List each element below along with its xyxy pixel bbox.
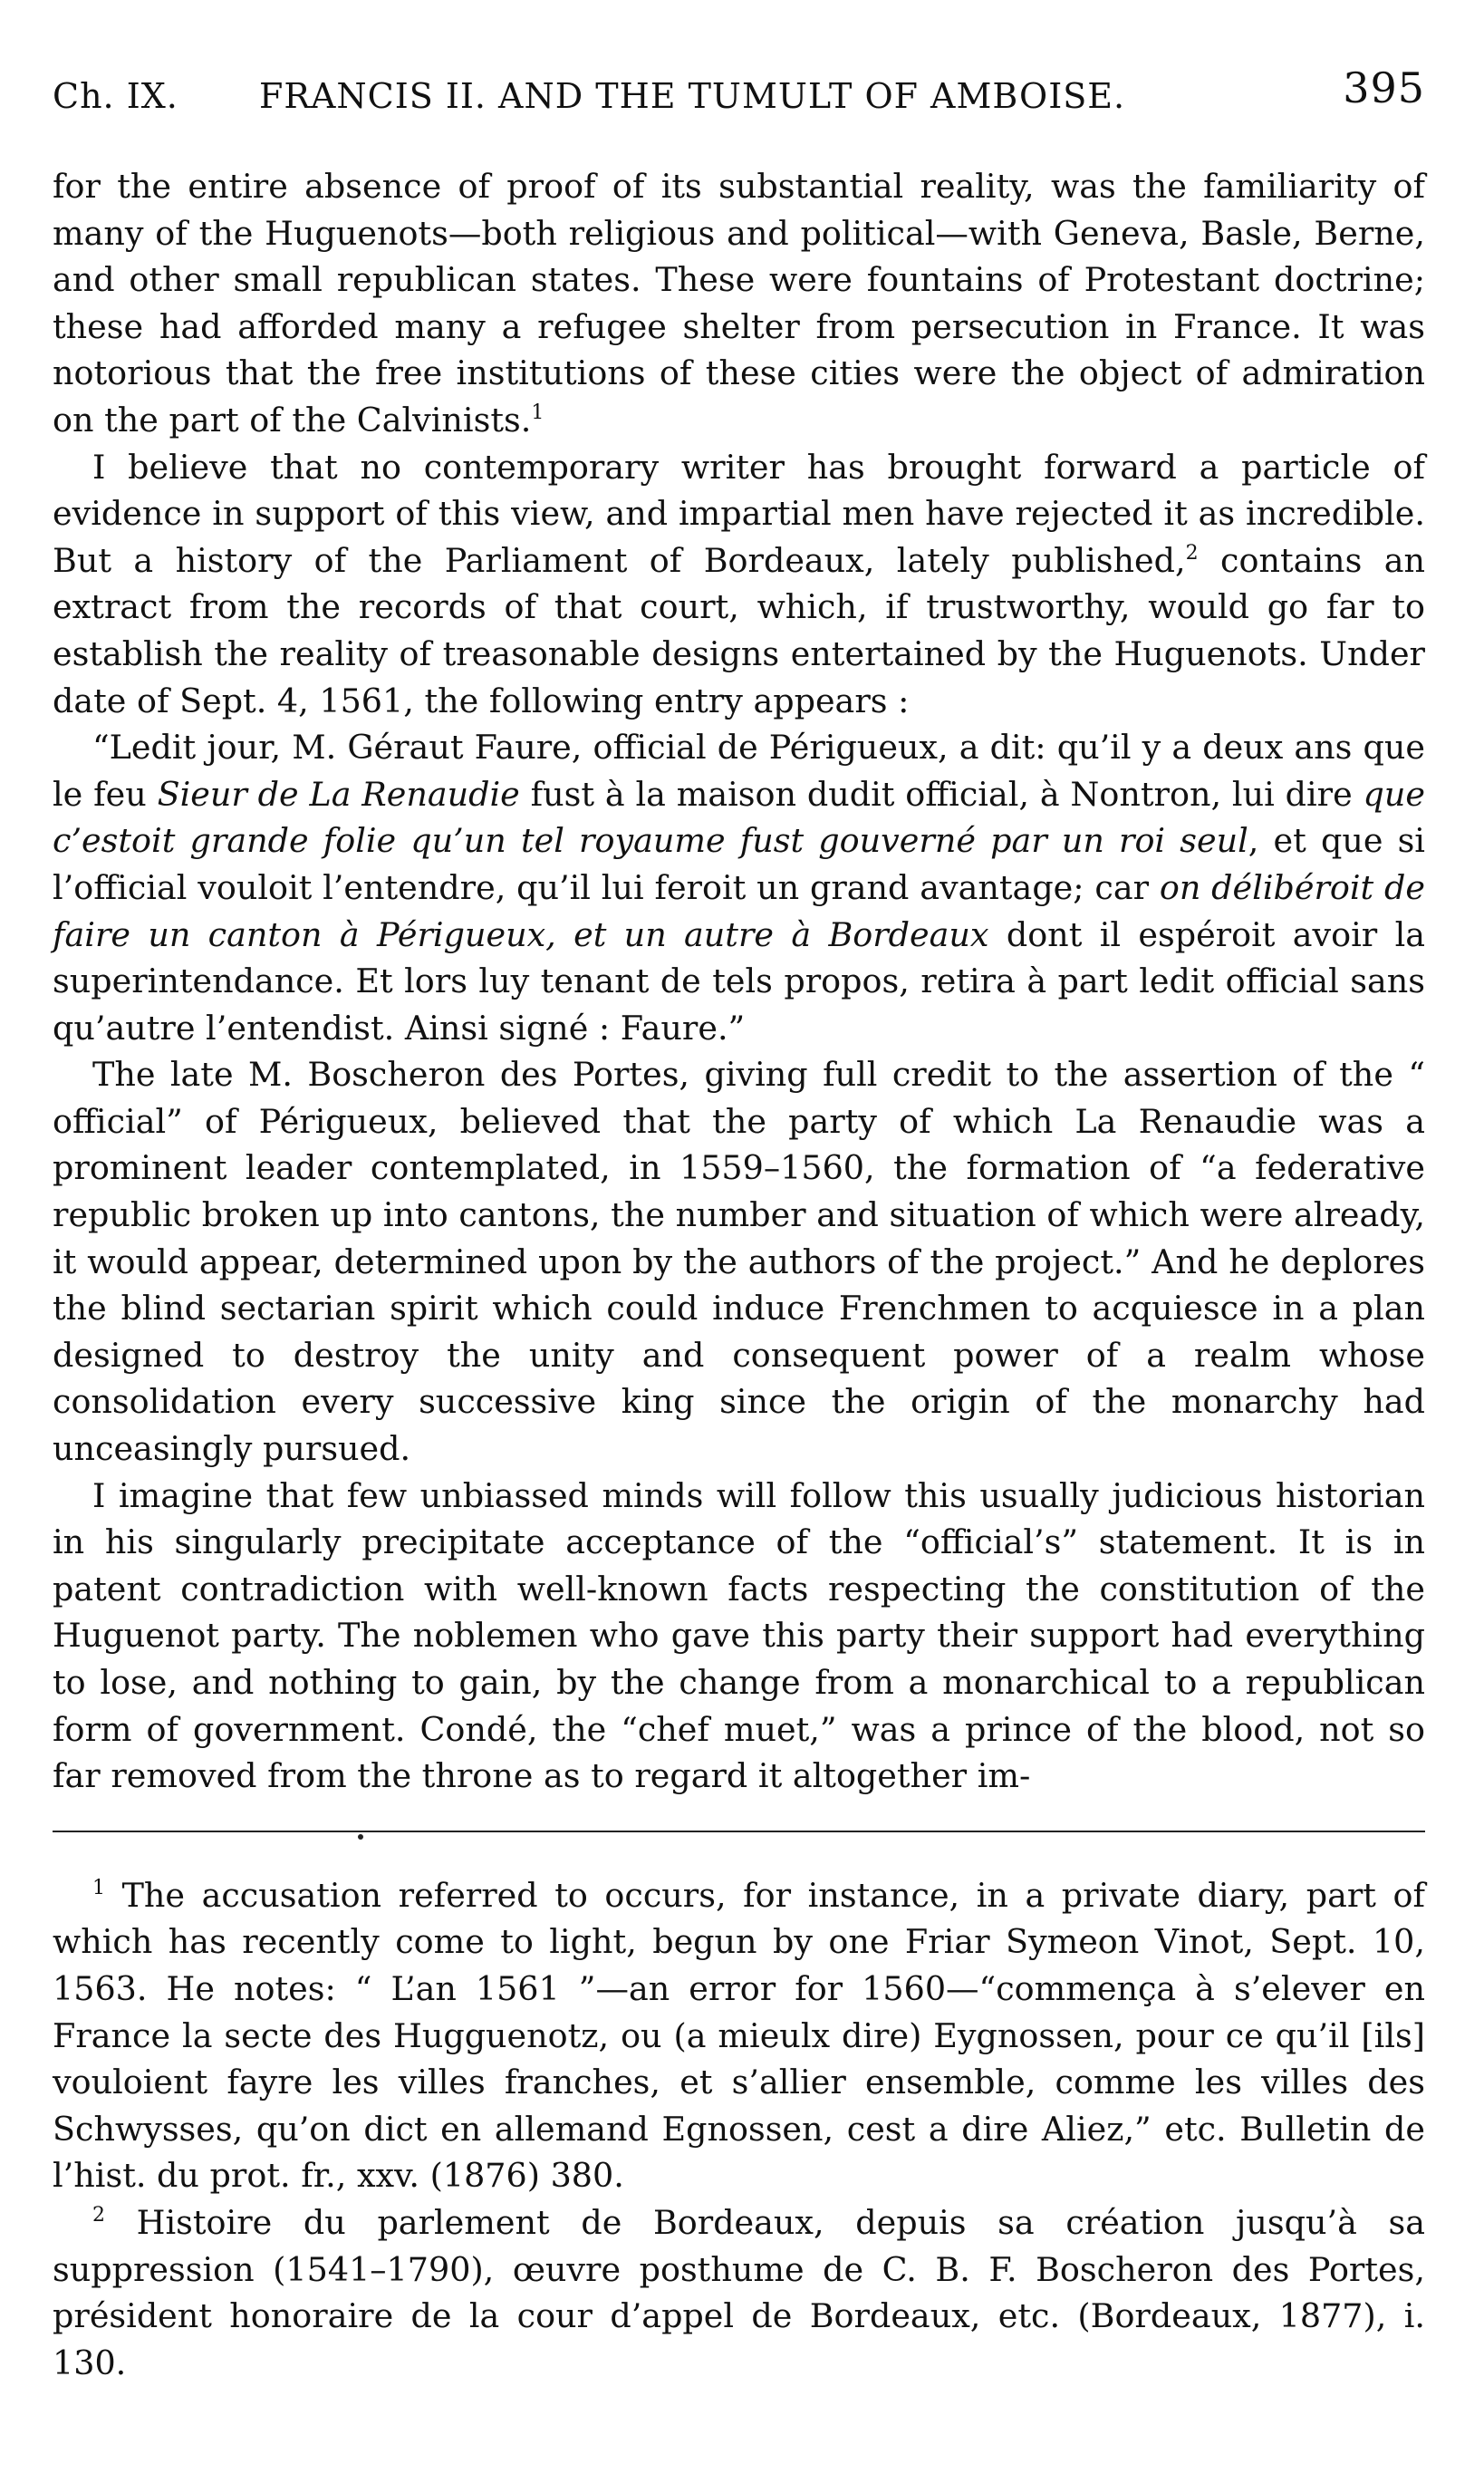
italic-text: Sieur de La Renaudie [157, 774, 520, 814]
footnote-marker: 2 [92, 2203, 105, 2227]
text-run: “Ledit jour, M. Géraut Faure, official de Périgueux, a dit: qu’il y a deux ans que le feu [53, 728, 1425, 814]
paragraph [53, 1051, 1425, 1472]
text-run: for the entire absence of proof of its substantial reality, was the familiarity of many of the Huguenots—both religious and political—with Geneva, Basle, Berne, and other small republican states. These were fountains of Protestant doctrine; these had afforded many a refugee shelter from persecution in France. It was notorious that the free institutions of these cities were the object of admiration on the part of the Calvinists. [53, 167, 1425, 440]
text-run: I imagine that few unbiassed minds will follow this usually judicious historian in his singularly precipitate acceptance of the “official’s” statement. It is in patent contradiction with well-known facts respecting the constitution of the Huguenot party. The noblemen who gave this party their support had everything to lose, and nothing to gain, by the change from a monarchical to a republican form of government. Condé, the “chef muet,” was a prince of the blood, not so far removed from the throne as to regard it altogether im- [53, 1475, 1425, 1796]
rule-mark [358, 1834, 363, 1840]
footnote [53, 1872, 1425, 2199]
running-head [53, 63, 1425, 127]
paragraph [53, 1473, 1425, 1800]
footnote-rule [53, 1831, 1425, 1832]
italic-text: que c’estoit grande folie qu’un tel royaume fust gouverné par un roi seul [53, 774, 1425, 861]
text-run: dont il espéroit avoir la superintendance. Et lors luy tenant de tels propos, retira à part ledit official sans qu’autre l’entendist. Ainsi signé : Faure.” [53, 914, 1426, 1048]
book-page [53, 63, 1425, 2386]
text-run: contains an extract from the records of that court, which, if trustworthy, would go far to establish the reality of treasonable designs entertained by the Huguenots. Under date of Sept. 4, 1561, the following entry appears : [53, 540, 1425, 720]
text-run: I believe that no contemporary writer has brought forward a particle of evidence in support of this view, and impartial men have rejected it as incredible. But a history of the Parliament of Bordeaux, lately published, [53, 447, 1425, 580]
text-run: Histoire du parlement de Bordeaux, depuis sa création jusqu’à sa suppression (1541–1790), œuvre posthume de C. B. F. Boscheron des Portes, président honoraire de la cour d’appel de Bordeaux, etc. (Bordeaux, 1877), i. 130. [53, 2202, 1425, 2382]
text-run: The accusation referred to occurs, for instance, in a private diary, part of which has recently come to light, begun by one Friar Symeon Vinot, Sept. 10, 1563. He notes: “ L’an 1561 ”—an error for 1560—“commença à s’elever en France la secte des Hugguenotz, ou (a mieulx dire) Eygnossen, pour ce qu’il [ils] vouloient fayre les villes franches, et s’allier ensemble, comme les villes des Schwysses, qu’on dict en allemand Egnossen, cest a dire Aliez,” etc. Bulletin de l’hist. du prot. fr., xxv. (1876) 380. [53, 1875, 1425, 2196]
page-number: 395 [1343, 63, 1425, 112]
paragraph [53, 724, 1425, 1051]
paragraph [53, 163, 1425, 444]
text-run: The late M. Boscheron des Portes, giving full credit to the assertion of the “ official” of Périgueux, believed that the party of which La Renaudie was a prominent leader contemplated, in 1559–1560, the formation of “a federative republic broken up into cantons, the number and situation of which were already, it would appear, determined upon by the authors of the project.” And he deplores the blind sectarian spirit which could induce Frenchmen to acquiesce in a plan designed to destroy the unity and consequent power of a realm whose consolidation every successive king since the origin of the monarchy had unceasingly pursued. [53, 1055, 1425, 1469]
italic-text: on délibéroit de faire un canton à Périgueux, et un autre à Bordeaux [53, 867, 1426, 954]
footnote-marker: 1 [92, 1876, 105, 1899]
footnotes [53, 1872, 1425, 2387]
paragraph [53, 444, 1425, 725]
chapter-label: Ch. IX. [53, 76, 178, 116]
footnote-marker: 2 [1185, 541, 1199, 565]
footnote-marker: 1 [531, 401, 544, 424]
running-title: FRANCIS II. AND THE TUMULT OF AMBOISE. [259, 76, 1126, 116]
footnote [53, 2199, 1425, 2386]
text-run: fust à la maison dudit official, à Nontron, lui dire [519, 774, 1364, 814]
body-text [53, 163, 1425, 1800]
text-run: , et que si l’official vouloit l’entendre, qu’il lui feroit un grand avantage; car [53, 821, 1425, 907]
